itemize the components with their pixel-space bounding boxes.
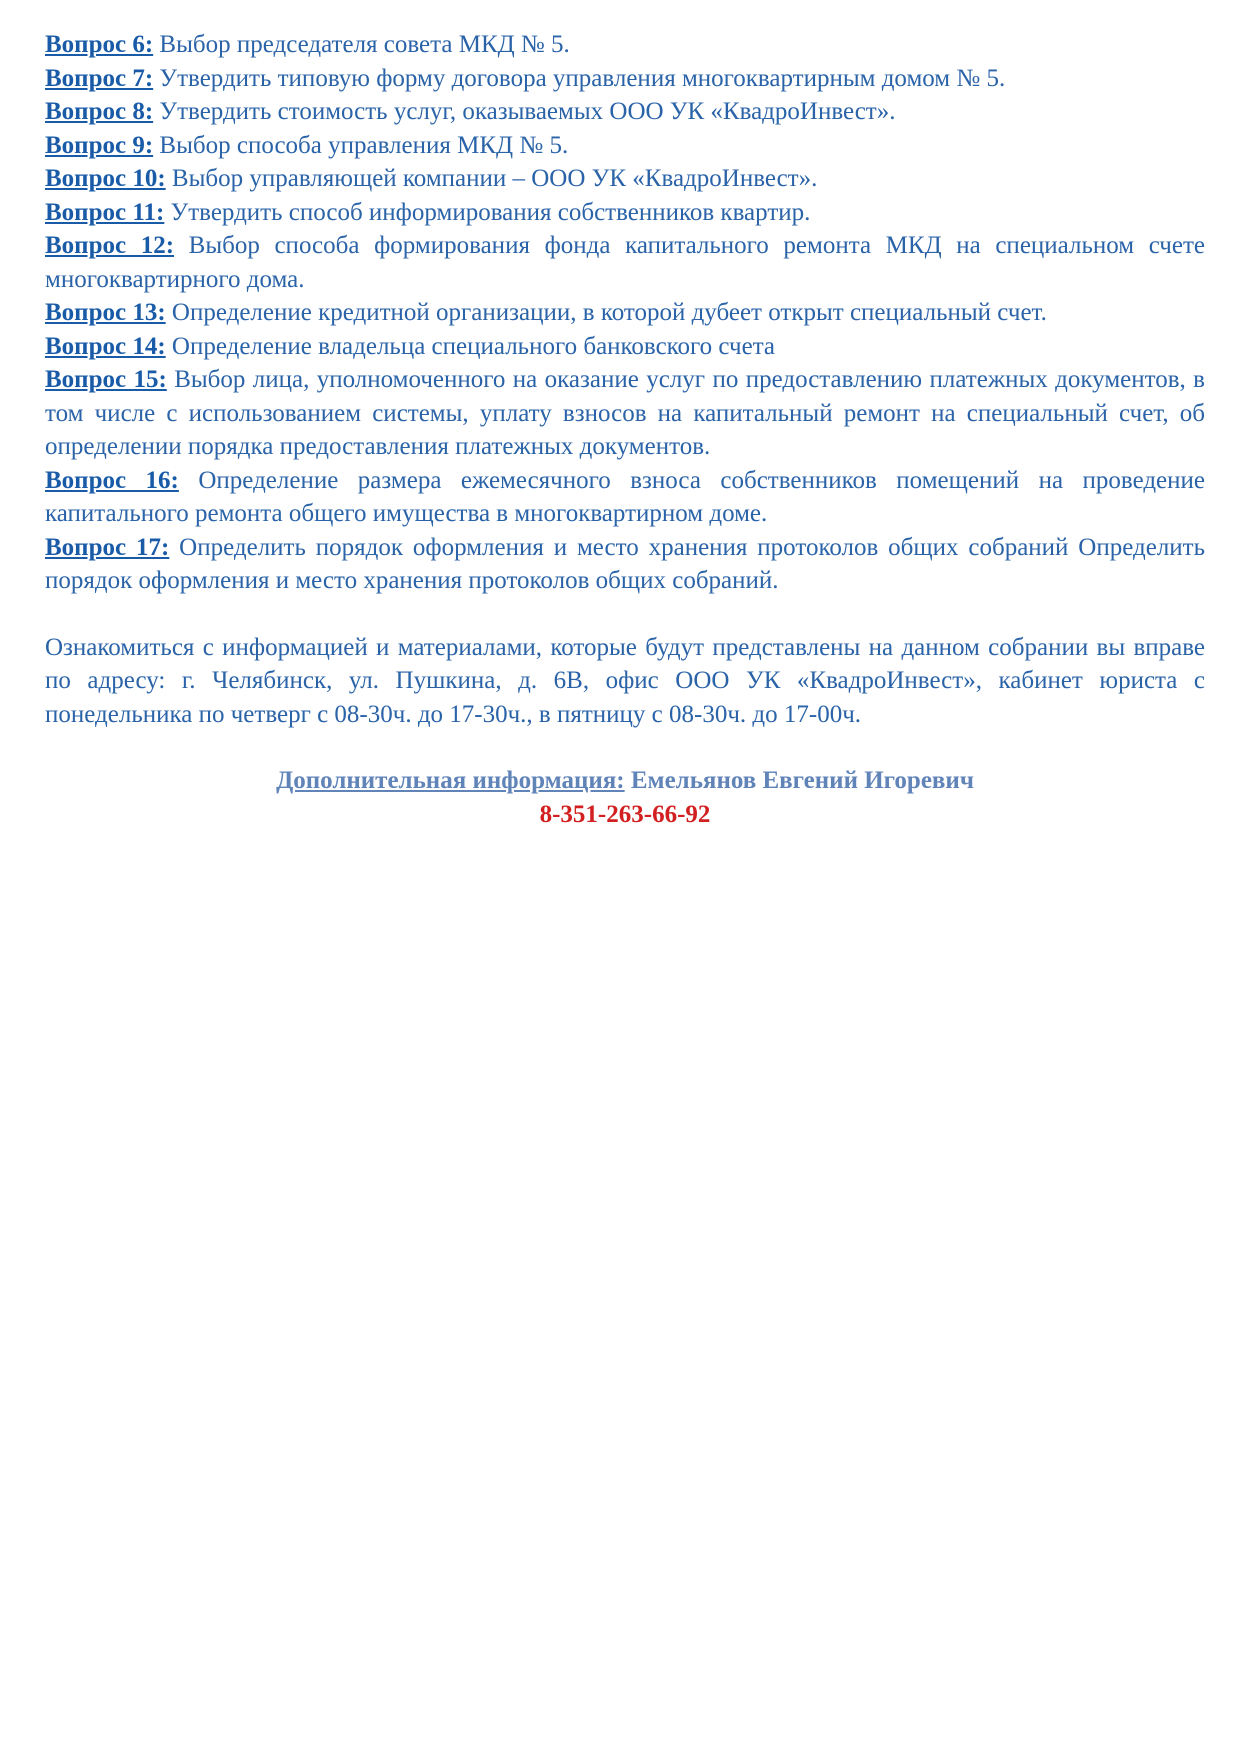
question-15 xyxy=(45,363,1205,464)
paragraph-spacer xyxy=(45,598,1205,631)
question-text: Утвердить стоимость услуг, оказываемых ООО УК «КвадроИнвест». xyxy=(153,98,896,125)
question-label: Вопрос 17: xyxy=(45,533,170,561)
question-label: Вопрос 7: xyxy=(45,64,154,92)
question-8 xyxy=(45,95,1205,129)
question-label: Вопрос 9: xyxy=(45,131,154,159)
question-13 xyxy=(45,296,1205,330)
document-page xyxy=(45,28,1205,831)
question-17 xyxy=(45,531,1205,598)
question-label: Вопрос 6: xyxy=(45,31,154,58)
question-11 xyxy=(45,196,1205,230)
question-label: Вопрос 12: xyxy=(45,232,175,259)
question-text: Выбор управляющей компании – ООО УК «КвадроИнвест». xyxy=(165,165,818,192)
question-text: Утвердить типовую форму договора управления многоквартирным домом № 5. xyxy=(153,64,1006,92)
question-label: Вопрос 11: xyxy=(45,198,165,226)
contact-label: Дополнительная информация: xyxy=(276,767,625,794)
contact-line xyxy=(45,764,1205,798)
question-label: Вопрос 14: xyxy=(45,332,166,360)
question-16 xyxy=(45,464,1205,531)
question-text: Определение владельца специального банковского счета xyxy=(165,332,776,360)
question-7 xyxy=(45,62,1205,96)
questions-list xyxy=(45,28,1205,598)
question-label: Вопрос 13: xyxy=(45,299,166,326)
question-text: Выбор способа формирования фонда капитального ремонта МКД на специальном счете многоквартирного дома. xyxy=(45,232,1205,293)
question-12 xyxy=(45,229,1205,296)
question-label: Вопрос 16: xyxy=(45,466,179,494)
question-label: Вопрос 10: xyxy=(45,165,166,192)
question-label: Вопрос 8: xyxy=(45,98,154,125)
question-text: Выбор председателя совета МКД № 5. xyxy=(153,31,570,58)
question-6 xyxy=(45,28,1205,62)
contact-phone: 8-351-263-66-92 xyxy=(539,800,711,828)
question-text: Определение размера ежемесячного взноса собственников помещений на проведение капитального ремонта общего имущества в многоквартирном доме. xyxy=(45,466,1206,527)
contact-name: Емельянов Евгений Игоревич xyxy=(624,767,974,794)
question-10 xyxy=(45,162,1205,196)
notice-paragraph: Ознакомиться с информацией и материалами, которые будут представлены на данном собрании вы вправе по адресу: г. Челябинск, ул. Пушкина, д. 6В, офис ООО УК «КвадроИнвест», кабинет юриста с понедельника по четверг с 08-30ч. до 17-30ч., в пятницу с 08-30ч. до 17-00ч. xyxy=(45,633,1205,728)
question-label: Вопрос 15: xyxy=(45,366,167,393)
question-text: Определение кредитной организации, в которой дубеет открыт специальный счет. xyxy=(165,299,1047,326)
question-9 xyxy=(45,129,1205,163)
question-text: Определить порядок оформления и место хранения протоколов общих собраний Определить порядок оформления и место хранения протоколов общих собраний. xyxy=(45,533,1206,594)
question-14 xyxy=(45,330,1205,364)
question-text: Утвердить способ информирования собственников квартир. xyxy=(164,198,811,226)
question-text: Выбор лица, уполномоченного на оказание услуг по предоставлению платежных документов, в том числе с использованием системы, уплату взносов на капитальный ремонт на специальный счет, об определении порядка предоставления платежных документов. xyxy=(45,366,1205,460)
question-text: Выбор способа управления МКД № 5. xyxy=(153,131,569,159)
